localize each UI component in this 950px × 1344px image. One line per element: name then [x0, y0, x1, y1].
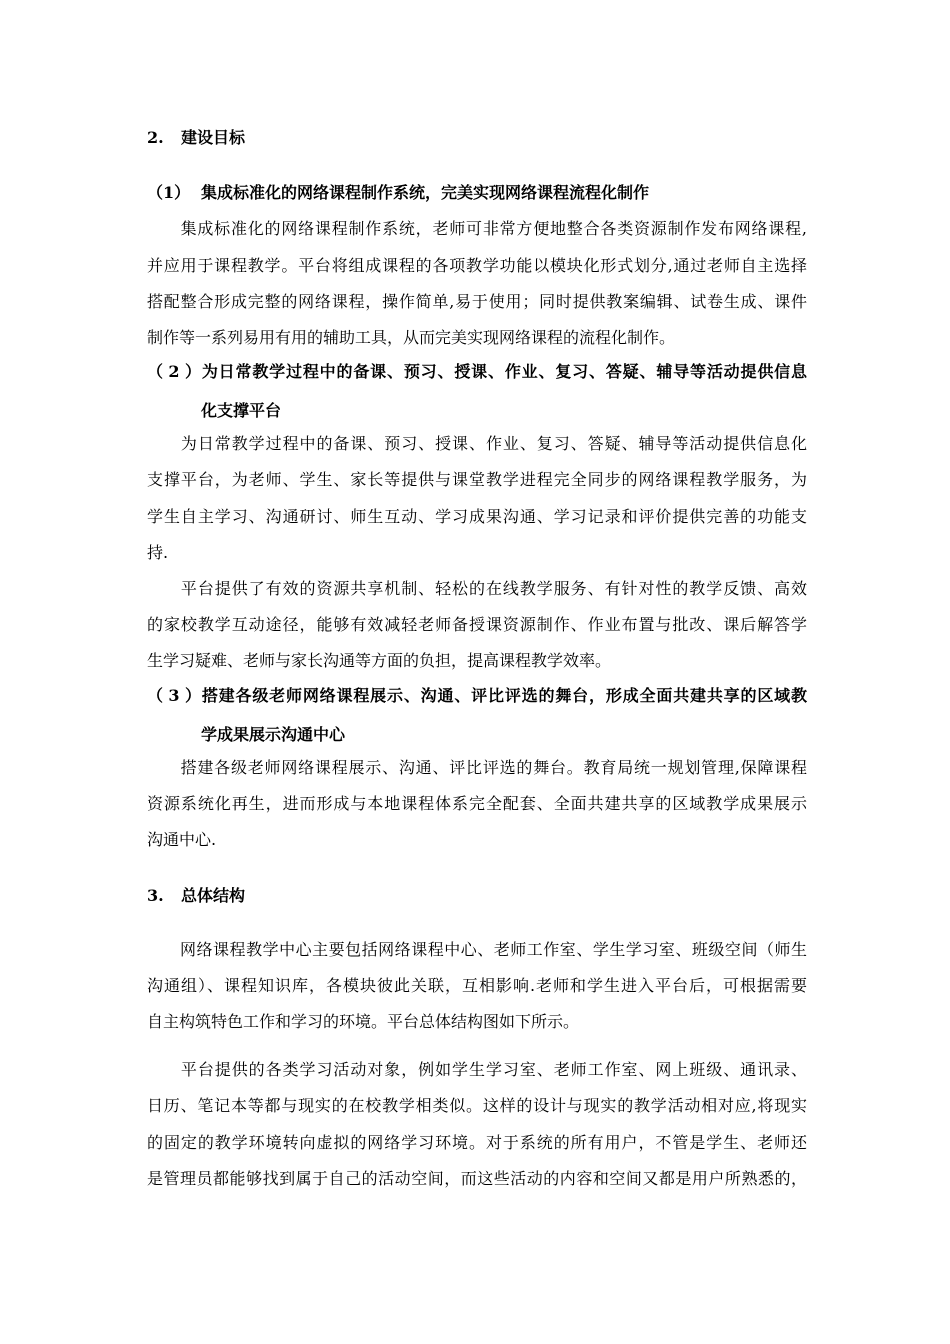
- paragraph-line: 沟通组）、课程知识库，各模块彼此关联，互相影响.老师和学生进入平台后，可根据需要: [147, 976, 807, 995]
- paragraph-line: 为日常教学过程中的备课、预习、授课、作业、复习、答疑、辅导等活动提供信息化: [147, 434, 807, 453]
- paragraph-line: 学生自主学习、沟通研讨、师生互动、学习成果沟通、学习记录和评价提供完善的功能支: [147, 507, 807, 526]
- paragraph-line: 的家校教学互动途径，能够有效减轻老师备授课资源制作、作业布置与批改、课后解答学: [147, 615, 807, 634]
- paragraph-line: 集成标准化的网络课程制作系统，老师可非常方便地整合各类资源制作发布网络课程,: [147, 219, 807, 238]
- subheading-2-cont: 化支撑平台: [201, 401, 282, 420]
- subheading-3: （3）搭建各级老师网络课程展示、沟通、评比评选的舞台，形成全面共建共享的区域教: [147, 686, 807, 705]
- paragraph-line: 生学习疑难、老师与家长沟通等方面的负担，提高课程教学效率。: [147, 651, 612, 670]
- paragraph-line: 资源系统化再生，进而形成与本地课程体系完全配套、全面共建共享的区域教学成果展示: [147, 794, 807, 813]
- subheading-3-cont: 学成果展示沟通中心: [201, 725, 346, 744]
- section-heading-2: 2. 建设目标: [147, 128, 246, 147]
- paragraph-line: 网络课程教学中心主要包括网络课程中心、老师工作室、学生学习室、班级空间（师生: [147, 940, 807, 959]
- subheading-2: （2）为日常教学过程中的备课、预习、授课、作业、复习、答疑、辅导等活动提供信息: [147, 362, 807, 381]
- paragraph-line: 自主构筑特色工作和学习的环境。平台总体结构图如下所示。: [147, 1012, 580, 1031]
- paragraph-line: 并应用于课程教学。平台将组成课程的各项教学功能以模块化形式划分,通过老师自主选择: [147, 256, 807, 275]
- paragraph-line: 沟通中心.: [147, 830, 217, 849]
- paragraph-line: 支撑平台，为老师、学生、家长等提供与课堂教学进程完全同步的网络课程教学服务，为: [147, 470, 807, 489]
- paragraph-line: 搭建各级老师网络课程展示、沟通、评比评选的舞台。教育局统一规划管理,保障课程: [147, 758, 807, 777]
- paragraph-line: 持.: [147, 543, 169, 562]
- paragraph-line: 平台提供了有效的资源共享机制、轻松的在线教学服务、有针对性的教学反馈、高效: [147, 579, 807, 598]
- paragraph-line: 是管理员都能够找到属于自己的活动空间，而这些活动的内容和空间又都是用户所熟悉的，: [147, 1169, 807, 1188]
- paragraph-line: 搭配整合形成完整的网络课程，操作简单,易于使用；同时提供教案编辑、试卷生成、课件: [147, 292, 807, 311]
- section-heading-3: 3. 总体结构: [147, 886, 246, 905]
- paragraph-line: 制作等一系列易用有用的辅助工具，从而完美实现网络课程的流程化制作。: [147, 328, 676, 347]
- subheading-1: （1） 集成标准化的网络课程制作系统，完美实现网络课程流程化制作: [147, 183, 650, 202]
- paragraph-line: 平台提供的各类学习活动对象，例如学生学习室、老师工作室、网上班级、通讯录、: [147, 1060, 807, 1079]
- paragraph-line: 日历、笔记本等都与现实的在校教学相类似。这样的设计与现实的教学活动相对应,将现实: [147, 1096, 807, 1115]
- paragraph-line: 的固定的教学环境转向虚拟的网络学习环境。对于系统的所有用户，不管是学生、老师还: [147, 1133, 807, 1152]
